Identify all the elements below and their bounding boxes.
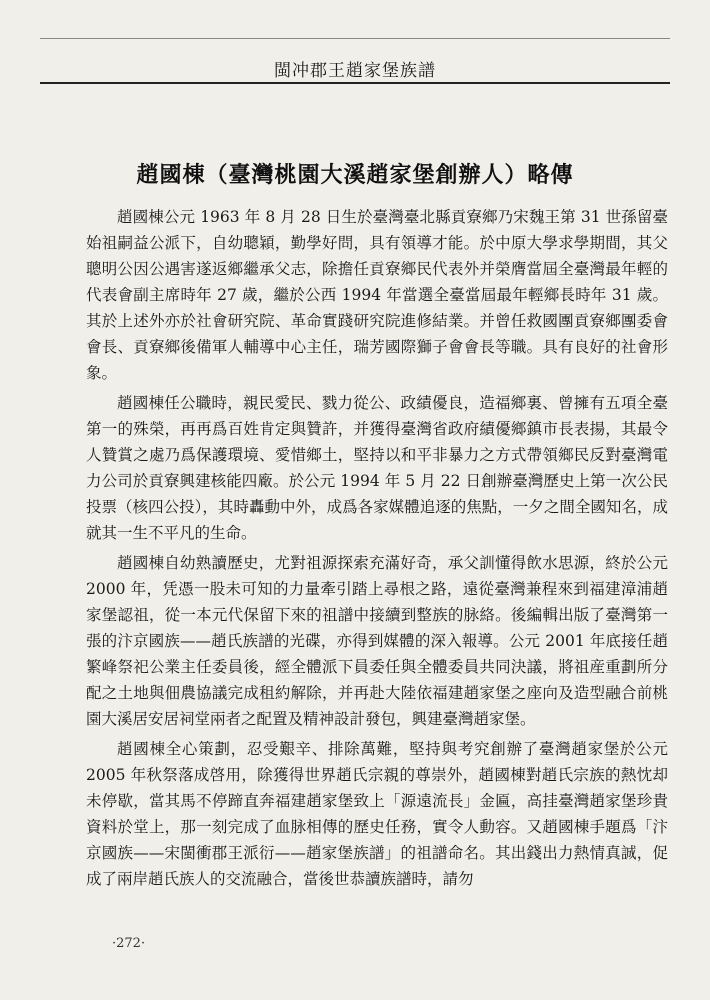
- header-top-rule: [40, 38, 670, 39]
- paragraph-3: 趙國棟自幼熟讀歷史，尤對祖源探索充滿好奇，承父訓懂得飲水思源，終於公元 2000 年，凭憑一股未可知的力量牽引踏上尋根之路，遠從臺灣兼程來到福建漳浦趙家堡認祖，從一本元代保留下來的祖譜中接續到整族的脉絡。後編輯出版了臺灣第一張的汴京國族——趙氏族譜的光碟，亦得到媒體的深入報導。公元 2001 年底接任趙繁峰祭祀公業主任委員後，經全體派下員委任與全體委員共同決議，將祖産重劃所分配之土地與佃農協議完成租約解除，并再赴大陸依福建趙家堡之座向及造型融合前桃園大溪居安居祠堂兩者之配置及精神設計發包，興建臺灣趙家堡。: [86, 554, 668, 728]
- paragraph-4: 趙國棟全心策劃，忍受艱辛、排除萬難，堅持與考究創辦了臺灣趙家堡於公元 2005 年秋祭落成啓用，除獲得世界趙氏宗親的尊崇外，趙國棟對趙氏宗族的熱忱却未停歇，當其馬不停蹄直奔福建趙家堡致上「源遠流長」金匾，高挂臺灣趙家堡珍貴資料於堂上，那一刻完成了血脉相傳的歷史任務，實令人動容。又趙國棟手題爲「汴京國族——宋閩衝郡王派衍——趙家堡族譜」的祖譜命名。其出錢出力熱情真誠，促成了兩岸趙氏族人的交流融合，當後世恭讀族譜時，請勿: [86, 740, 668, 888]
- article-body: [86, 204, 668, 892]
- page-header: [40, 38, 670, 86]
- running-title: 閩冲郡王趙家堡族譜: [274, 61, 436, 81]
- paragraph-1: 趙國棟公元 1963 年 8 月 28 日生於臺灣臺北縣貢寮鄉乃宋魏王第 31 世孫留臺始祖嗣益公派下，自幼聰穎，勤學好問，具有領導才能。於中原大學求學期間，其父聰明公因公遇害遂返鄉繼承父志，除擔任貢寮鄉民代表外并榮膺當屆全臺灣最年輕的代表會副主席時年 27 歲，繼於公西 1994 年當選全臺當屆最年輕鄉長時年 31 歲。其於上述外亦於社會研究院、革命實踐研究院進修結業。并曾任救國團貢寮鄉團委會會長、貢寮鄉後備軍人輔導中心主任，瑞芳國際獅子會會長等職。具有良好的社會形象。: [86, 208, 668, 382]
- article-title: 趙國棟（臺灣桃園大溪趙家堡創辦人）略傳: [136, 162, 574, 188]
- header-bottom-rule: [40, 82, 670, 84]
- page-number: ·272·: [112, 936, 146, 951]
- paragraph-2: 趙國棟任公職時，親民愛民、戮力從公、政績優良，造福鄉裏、曾擁有五項全臺第一的殊榮，再再爲百姓肯定與贊許，并獲得臺灣省政府績優鄉鎮市長表揚，其最令人贊賞之處乃爲保護環境、愛惜鄉土，堅持以和平非暴力之方式帶領鄉民反對臺灣電力公司於貢寮興建核能四廠。於公元 1994 年 5 月 22 日創辦臺灣歷史上第一次公民投票（核四公投），其時轟動中外，成爲各家媒體追逐的焦點，一夕之間全國知名，成就其一生不平凡的生命。: [86, 394, 668, 542]
